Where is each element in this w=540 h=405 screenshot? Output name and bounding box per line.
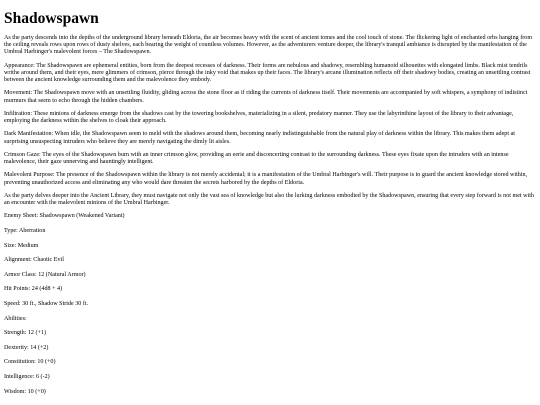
dark-manifestation-paragraph: Dark Manifestation: When idle, the Shadowspawn seem to meld with the shadows around them, becoming nearly indistinguishable from the natural play of darkness within the library. This makes them adept at surprising unsuspecting intruders who believe they are merely navigating the dimly lit aisles. [4, 131, 515, 145]
stat-constitution: Constitution: 10 (+0) [4, 359, 56, 366]
malevolent-purpose-paragraph: Malevolent Purpose: The presence of the Shadowspawn within the library is not merely accidental; it is a manifestation of the Umbral Harbinger's will. Their purpose is to guard the ancient knowledge stored within, preventing unauthorized access and eliminating any who would dare threaten the secrets harbored by the depths of Eldoria. [4, 172, 528, 186]
intro-paragraph: As the party descends into the depths of the underground library beneath Eldoria, the air becomes heavy with the scent of ancient tomes and the cool touch of stone. The flickering light of enchanted orbs hanging from the ceiling reveals rows upon rows of dusty shelves, each bearing the weight of countless volumes. However, as the adventurers venture deeper, the library's tranquil ambiance is disrupted by the manifestation of the Umbral Harbinger's malevolent forces – The Shadowspawn. [4, 34, 533, 56]
stat-size: Size: Medium [4, 242, 39, 249]
stat-type: Type: Aberration [4, 228, 46, 234]
stat-wisdom: Wisdom: 10 (+0) [4, 388, 46, 395]
narrative-section [4, 35, 536, 208]
abilities-heading: Abilities: [4, 315, 27, 322]
enemy-stat-block [4, 213, 536, 396]
stat-alignment: Alignment: Chaotic Evil [4, 257, 64, 264]
stat-speed: Speed: 30 ft., Shadow Stride 30 ft. [4, 300, 89, 307]
appearance-paragraph: Appearance: The Shadowspawn are ephemeral entities, born from the deepest recesses of darkness. Their forms are nebulous and shadowy, resembling humanoid silhouettes with elongated limbs. Black mist tendrils writhe around them, and their eyes, mere glimmers of crimson, pierce through the inky void that makes up their faces. The library's arcane illumination reflects off their shadowy bodies, creating an unsettling contrast between the ancient knowledge surrounding them and the malevolence they embody. [4, 62, 531, 84]
enemy-sheet-heading: Enemy Sheet: Shadowspawn (Weakened Variant) [4, 213, 125, 220]
movement-paragraph: Movement: The Shadowspawn move with an unsettling fluidity, gliding across the stone floor as if riding the currents of darkness itself. Their movements are accompanied by soft whispers, a symphony of indistinct murmurs that seem to echo through the hidden chambers. [4, 90, 528, 104]
stat-dexterity: Dexterity: 14 (+2) [4, 344, 49, 351]
stat-armor-class: Armor Class: 12 (Natural Armor) [4, 271, 86, 278]
closing-paragraph: As the party delves deeper into the Ancient Library, they must navigate not only the vast sea of knowledge but also the lurking darkness embodied by the Shadowspawn, ensuring that every step forward is not met with an encounter with the malevolent minions of the Umbral Harbinger. [4, 192, 534, 207]
infiltration-paragraph: Infiltration: These minions of darkness emerge from the shadows cast by the towering bookshelves, materializing in a silent, predatory manner. They use the labyrinthine layout of the library to their advantage, employing the darkness within the shelves to cloak their approach. [4, 110, 514, 125]
stat-hit-points: Hit Points: 24 (4d8 + 4) [4, 286, 63, 293]
page-title: Shadowspawn [4, 10, 99, 27]
stat-strength: Strength: 12 (+1) [4, 330, 47, 337]
stat-intelligence: Intelligence: 6 (-2) [4, 373, 50, 380]
crimson-gaze-paragraph: Crimson Gaze: The eyes of the Shadowspawn burn with an inner crimson glow, providing an eerie and disconcerting contrast to the surrounding darkness. These eyes fixate upon the intruders with an intense malevolence, their gaze unnerving and hauntingly intelligent. [4, 151, 509, 166]
